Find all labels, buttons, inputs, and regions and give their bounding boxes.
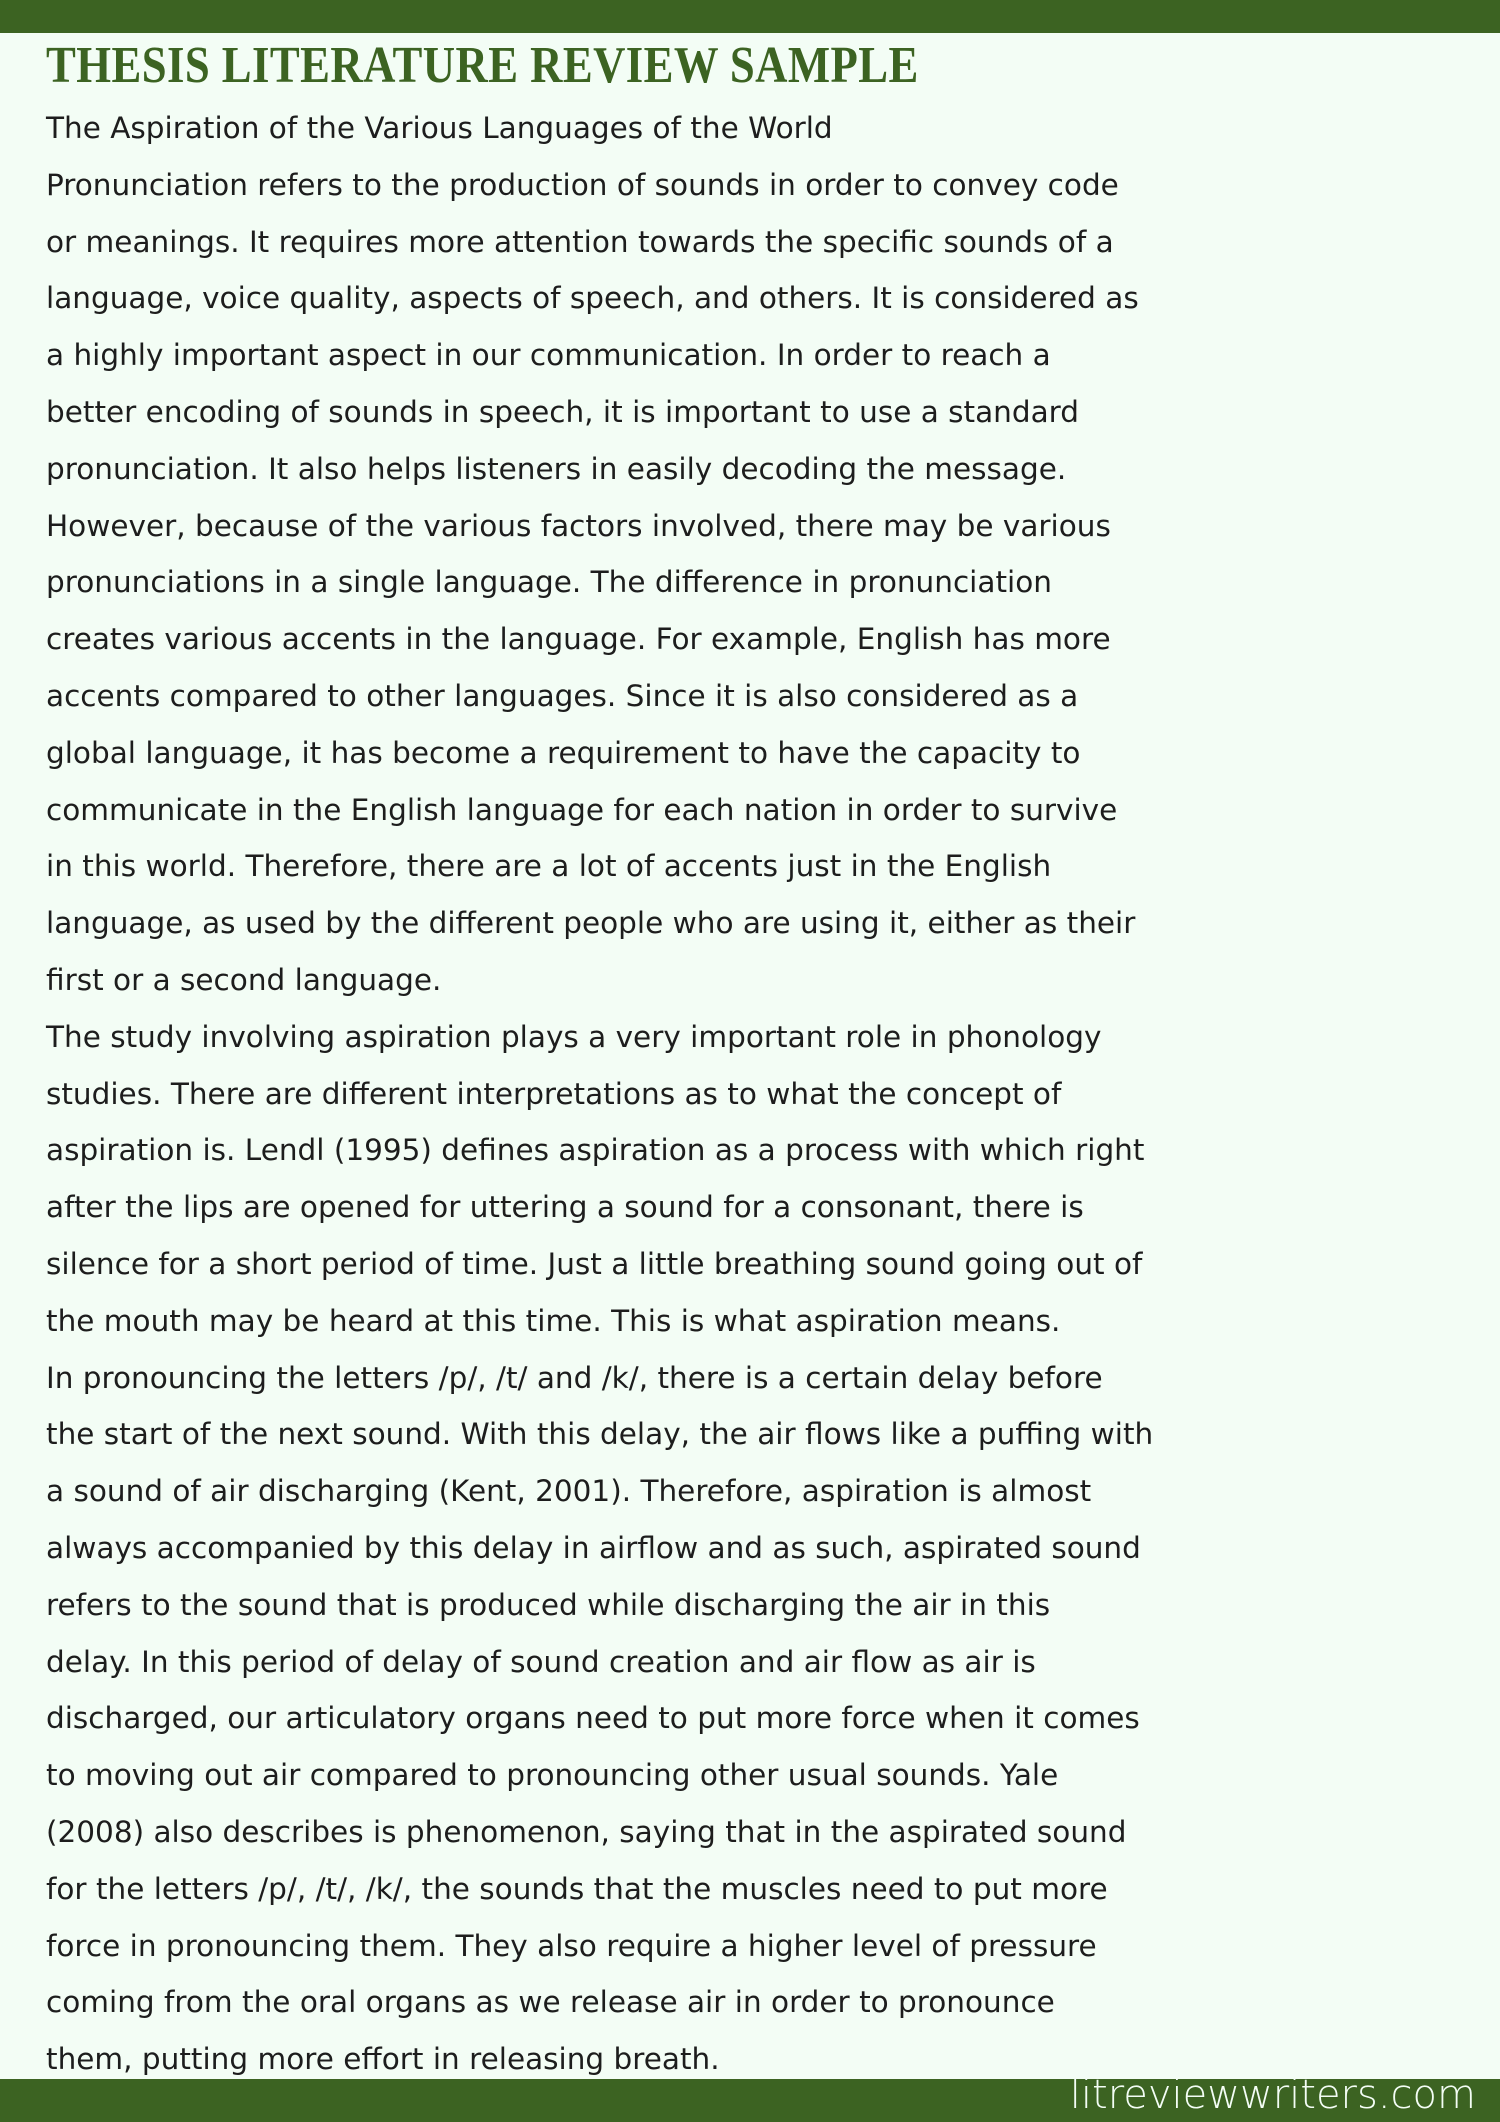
text-line: language, voice quality, aspects of speech, and others. It is considered as — [46, 281, 1139, 316]
text-line: them, putting more effort in releasing breath. — [46, 2042, 720, 2077]
text-line: a sound of air discharging (Kent, 2001). Therefore, aspiration is almost — [46, 1474, 1092, 1509]
text-line: silence for a short period of time. Just a little breathing sound going out of — [46, 1246, 1143, 1281]
text-line: aspiration is. Lendl (1995) defines aspiration as a process with which right — [46, 1133, 1145, 1168]
paragraph — [46, 157, 1153, 1009]
text-line: The study involving aspiration plays a very important role in phonology — [46, 1019, 1102, 1054]
text-line: always accompanied by this delay in airflow and as such, aspirated sound — [46, 1530, 1141, 1565]
text-line: or meanings. It requires more attention towards the specific sounds of a — [46, 224, 1114, 259]
text-line: language, as used by the different people who are using it, either as their — [46, 906, 1136, 941]
text-line: discharged, our articulatory organs need to put more force when it comes — [46, 1701, 1140, 1736]
text-line: In pronouncing the letters /p/, /t/ and /k/, there is a certain delay before — [46, 1360, 1103, 1395]
text-line: coming from the oral organs as we release air in order to pronounce — [46, 1985, 1055, 2020]
article-body — [46, 100, 1153, 2088]
text-line: communicate in the English language for each nation in order to survive — [46, 792, 1118, 827]
text-line: in this world. Therefore, there are a lot of accents just in the English — [46, 849, 1052, 884]
text-line: refers to the sound that is produced while discharging the air in this — [46, 1587, 1051, 1622]
footer-site-link[interactable]: litreviewwriters.com — [1069, 2072, 1476, 2118]
top-banner — [0, 0, 1500, 33]
text-line: after the lips are opened for uttering a sound for a consonant, there is — [46, 1190, 1084, 1225]
text-line: delay. In this period of delay of sound creation and air flow as air is — [46, 1644, 1036, 1679]
text-line: pronunciation. It also helps listeners in easily decoding the message. — [46, 451, 1067, 486]
text-line: However, because of the various factors involved, there may be various — [46, 508, 1111, 543]
paragraph — [46, 1009, 1153, 1350]
text-line: to moving out air compared to pronouncing other usual sounds. Yale — [46, 1758, 1059, 1793]
text-line: force in pronouncing them. They also require a higher level of pressure — [46, 1928, 1097, 1963]
text-line: accents compared to other languages. Since it is also considered as a — [46, 678, 1079, 713]
text-line: (2008) also describes is phenomenon, saying that in the aspirated sound — [46, 1814, 1127, 1849]
page-title: THESIS LITERATURE REVIEW SAMPLE — [46, 37, 919, 94]
text-line: Pronunciation refers to the production of sounds in order to convey code — [46, 167, 1119, 202]
text-line: The Aspiration of the Various Languages of the World — [46, 111, 833, 145]
text-line: better encoding of sounds in speech, it is important to use a standard — [46, 394, 1080, 429]
text-line: the start of the next sound. With this delay, the air flows like a puffing with — [46, 1417, 1154, 1452]
article-subtitle — [46, 100, 1153, 157]
text-line: first or a second language. — [46, 962, 442, 997]
text-line: global language, it has become a requirement to have the capacity to — [46, 735, 1081, 770]
text-line: the mouth may be heard at this time. This is what aspiration means. — [46, 1303, 1061, 1338]
paragraph — [46, 1350, 1153, 2088]
text-line: for the letters /p/, /t/, /k/, the sounds that the muscles need to put more — [46, 1871, 1108, 1906]
text-line: creates various accents in the language. For example, English has more — [46, 622, 1111, 657]
text-line: studies. There are different interpretations as to what the concept of — [46, 1076, 1062, 1111]
text-line: pronunciations in a single language. The difference in pronunciation — [46, 565, 1052, 600]
text-line: a highly important aspect in our communication. In order to reach a — [46, 338, 1051, 373]
